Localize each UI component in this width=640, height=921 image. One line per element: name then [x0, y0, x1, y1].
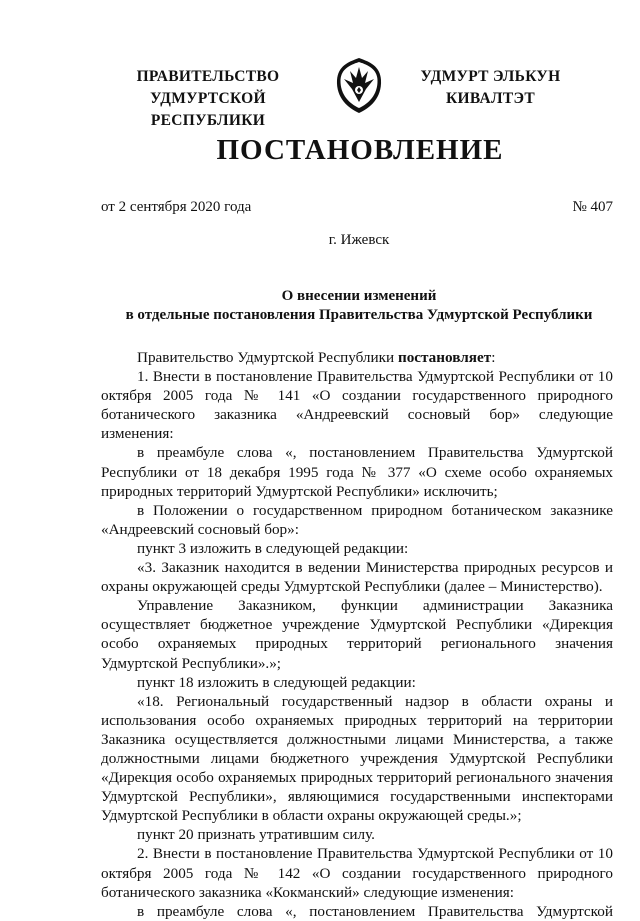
government-name-russian: [92, 66, 324, 132]
resolves-colon: :: [491, 349, 496, 366]
document-body: [101, 348, 613, 921]
document-subject: [0, 287, 640, 325]
paragraph-point20: пункт 20 признать утратившим силу.: [137, 826, 375, 844]
paragraph-point3: пункт 3 изложить в следующей редакции:: [137, 539, 409, 557]
header-right-line1: УДМУРТ ЭЛЬКУН: [420, 68, 561, 85]
government-name-udmurt: [408, 66, 573, 110]
paragraph-resolves: [101, 348, 613, 367]
coat-of-arms-icon: [334, 56, 384, 114]
paragraph-item-1: 1. Внести в постановление Правительства Удмуртской Республики от 10 октября 2005 года № 141 «О создании государственного природного ботанического заказника «Андреевский сосновый бор» следующие изменения:: [101, 368, 613, 443]
document-city: г. Ижевск: [328, 232, 390, 248]
paragraph-preamble-1: в преамбуле слова «, постановлением Правительства Удмуртской Республики от 18 декабря 1995 года № 377 «О схеме особо охраняемых природных территорий Удмуртской Республики» исключить;: [101, 444, 613, 500]
header-left-line2: УДМУРТСКОЙ РЕСПУБЛИКИ: [150, 90, 266, 129]
resolves-text: Правительство Удмуртской Республики: [137, 349, 398, 366]
paragraph-preamble-2: в преамбуле слова «, постановлением Правительства Удмуртской: [137, 902, 613, 920]
header-right-line2: КИВАЛТЭТ: [446, 90, 535, 107]
paragraph-point3-text: «3. Заказник находится в ведении Министерства природных ресурсов и охраны окружающей среды Удмуртской Республики (далее – Министерство).: [101, 559, 613, 596]
subject-line1: О внесении изменений: [281, 288, 437, 304]
document-title: ПОСТАНОВЛЕНИЕ: [216, 134, 504, 166]
paragraph-management: Управление Заказником, функции администрации Заказника осуществляет бюджетное учреждение Удмуртской Республики «Дирекция особо охраняемых природных территорий регионального значения Удмуртской Республики».»;: [101, 597, 613, 672]
document-date: от 2 сентября 2020 года: [101, 199, 252, 215]
paragraph-regulation: в Положении о государственном природном ботаническом заказнике «Андреевский сосновый бор»:: [101, 501, 613, 538]
document-number: № 407: [572, 199, 613, 215]
paragraph-point18-text: «18. Региональный государственный надзор в области охраны и использования особо охраняемых природных территорий на территории Заказника осуществляется должностными лицами Министерства, а также должностными лицами бюджетного учреждения Удмуртской Республики «Дирекция особо охраняемых природных территорий регионального значения Удмуртской Республики», являющимися государственными инспекторами Удмуртской Республики в области охраны окружающей среды.»;: [101, 692, 613, 825]
resolves-bold: постановляет: [397, 349, 492, 366]
subject-line2: в отдельные постановления Правительства Удмуртской Республики: [125, 307, 593, 323]
paragraph-item-2: 2. Внести в постановление Правительства Удмуртской Республики от 10 октября 2005 года № 142 «О создании государственного природного ботанического заказника «Кокманский» следующие изменения:: [101, 845, 613, 901]
header-left-line1: ПРАВИТЕЛЬСТВО: [136, 68, 280, 85]
paragraph-point18: пункт 18 изложить в следующей редакции:: [137, 673, 416, 691]
